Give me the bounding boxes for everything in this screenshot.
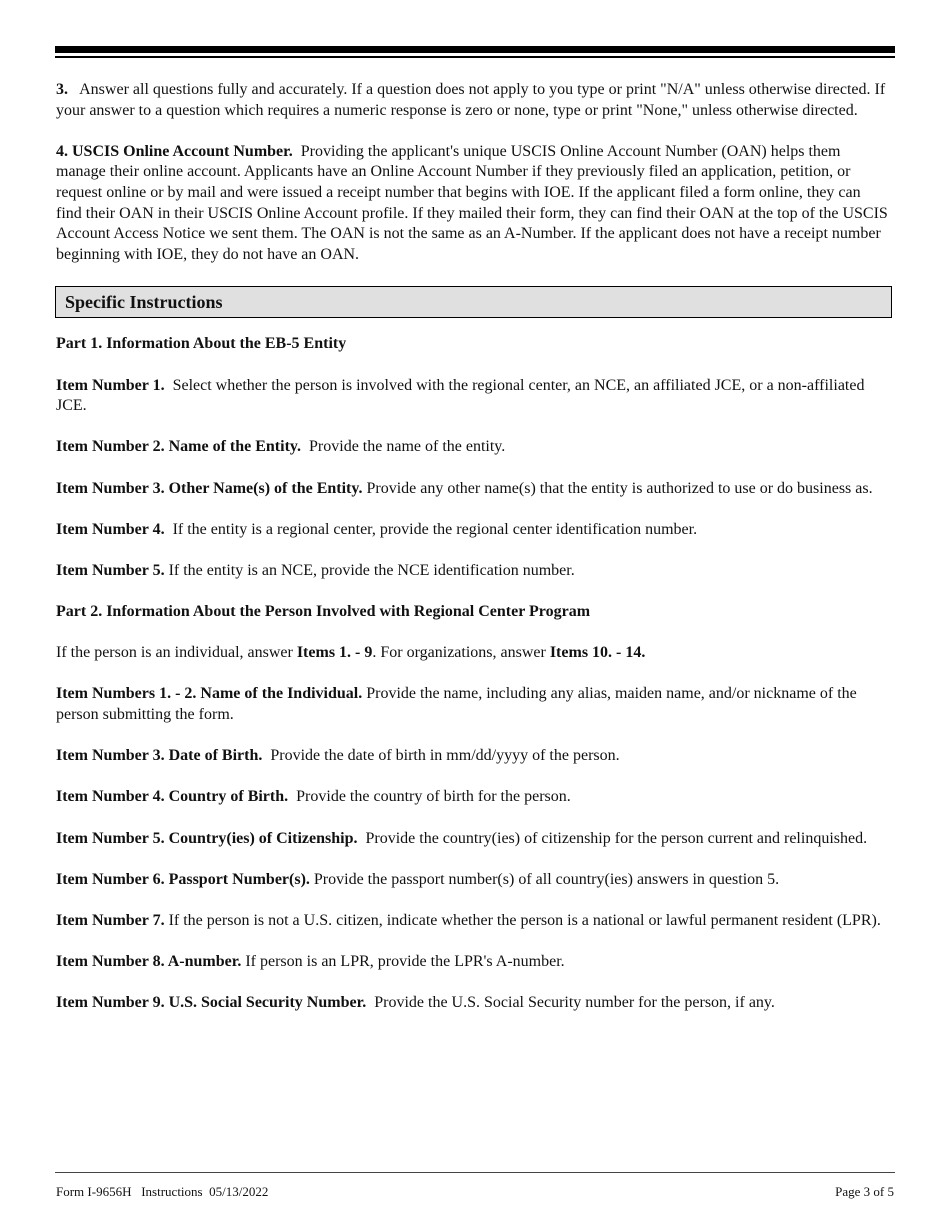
item-label: Item Number 2. Name of the Entity. <box>56 438 302 456</box>
part2-item-6 <box>56 870 888 891</box>
part2-heading: Part 2. Information About the Person Involved with Regional Center Program <box>56 603 591 621</box>
footer-form-id: Form I-9656H Instructions 05/13/2022 <box>56 1184 269 1199</box>
item-text: If person is an LPR, provide the LPR's A-number. <box>245 953 565 971</box>
item-label: Item Number 1. <box>56 376 165 394</box>
footer-rule <box>55 1172 895 1173</box>
item-label: Item Number 8. A-number. <box>56 953 242 971</box>
item-text: Provide the name of the entity. <box>309 438 506 456</box>
item-text: Provide the passport number(s) of all country(ies) answers in question 5. <box>313 870 780 888</box>
item-label: Item Number 5. <box>56 561 165 579</box>
part1-item-1 <box>56 376 888 417</box>
item-label: Item Number 6. Passport Number(s). <box>56 870 310 888</box>
header-rule-thin <box>55 56 895 58</box>
item-text: Provide the country of birth for the person. <box>296 788 571 806</box>
part2-item-7 <box>56 911 888 932</box>
item-label: Item Number 7. <box>56 911 165 929</box>
item-text: Select whether the person is involved with the regional center, an NCE, an affiliated JCE, or a non-affiliated JCE. <box>56 376 865 415</box>
footer-page-number: Page 3 of 5 <box>835 1184 894 1199</box>
part1-item-5 <box>56 561 888 582</box>
item-label: Item Number 3. Date of Birth. <box>56 747 263 765</box>
part2-note: If the person is an individual, answer Items 1. - 9. For organizations, answer Items 10. - 14. <box>56 644 646 662</box>
part1-heading: Part 1. Information About the EB-5 Entity <box>56 335 347 353</box>
page-body <box>56 80 888 1014</box>
instruction-label: 3. <box>56 81 68 98</box>
part1-item-2 <box>56 437 888 458</box>
specific-instructions-header: Specific Instructions <box>55 286 892 318</box>
item-label: Item Number 4. <box>56 520 165 538</box>
instruction-text: Answer all questions fully and accurately. If a question does not apply to you type or print "N/A" unless otherwise directed. If your answer to a question which requires a numeric response is zero or none, type or print "None," unless otherwise directed. <box>56 81 886 119</box>
item-text: If the person is not a U.S. citizen, indicate whether the person is a national or lawful permanent resident (LPR). <box>168 911 881 929</box>
item-text: Provide the date of birth in mm/dd/yyyy of the person. <box>270 747 620 765</box>
part1-item-4 <box>56 520 888 541</box>
item-text: If the entity is a regional center, provide the regional center identification number. <box>172 520 698 538</box>
part2-item-1-2 <box>56 684 888 725</box>
instruction-text: Providing the applicant's unique USCIS Online Account Number (OAN) helps them manage their online account. Applicants have an Online Account Number if they previously filed an application, petition, or request online or by mail and were issued a receipt number that begins with IOE. If the applicant filed a form online, they can find their OAN in their USCIS Online Account profile. If they mailed their form, they can find their OAN at the top of the USCIS Account Access Notice we sent them. The OAN is not the same as an A-Number. If the applicant does not have a receipt number beginning with IOE, they do not have an OAN. <box>56 142 888 263</box>
part2-item-5 <box>56 829 888 850</box>
part2-item-8 <box>56 952 888 973</box>
item-label: Item Number 9. U.S. Social Security Number. <box>56 994 367 1012</box>
instruction-4-oan <box>56 142 888 266</box>
part2-item-4 <box>56 787 888 808</box>
item-label: Item Number 5. Country(ies) of Citizenship. <box>56 829 358 847</box>
part2-item-3 <box>56 746 888 767</box>
header-rule-thick <box>55 46 895 53</box>
item-text: If the entity is an NCE, provide the NCE identification number. <box>168 561 575 579</box>
item-label: Item Number 4. Country of Birth. <box>56 788 289 806</box>
item-text: Provide the country(ies) of citizenship for the person current and relinquished. <box>365 829 868 847</box>
item-text: Provide any other name(s) that the entity is authorized to use or do business as. <box>366 479 873 497</box>
part1-item-3 <box>56 479 888 500</box>
instruction-label: 4. USCIS Online Account Number. <box>56 142 293 160</box>
item-text: Provide the U.S. Social Security number for the person, if any. <box>374 994 775 1012</box>
instruction-3 <box>56 80 888 121</box>
item-text: Provide the name, including any alias, maiden name, and/or nickname of the person submitting the form. <box>56 685 857 724</box>
part2-item-9 <box>56 993 888 1014</box>
item-label: Item Number 3. Other Name(s) of the Entity. <box>56 479 363 497</box>
item-label: Item Numbers 1. - 2. Name of the Individual. <box>56 685 363 703</box>
